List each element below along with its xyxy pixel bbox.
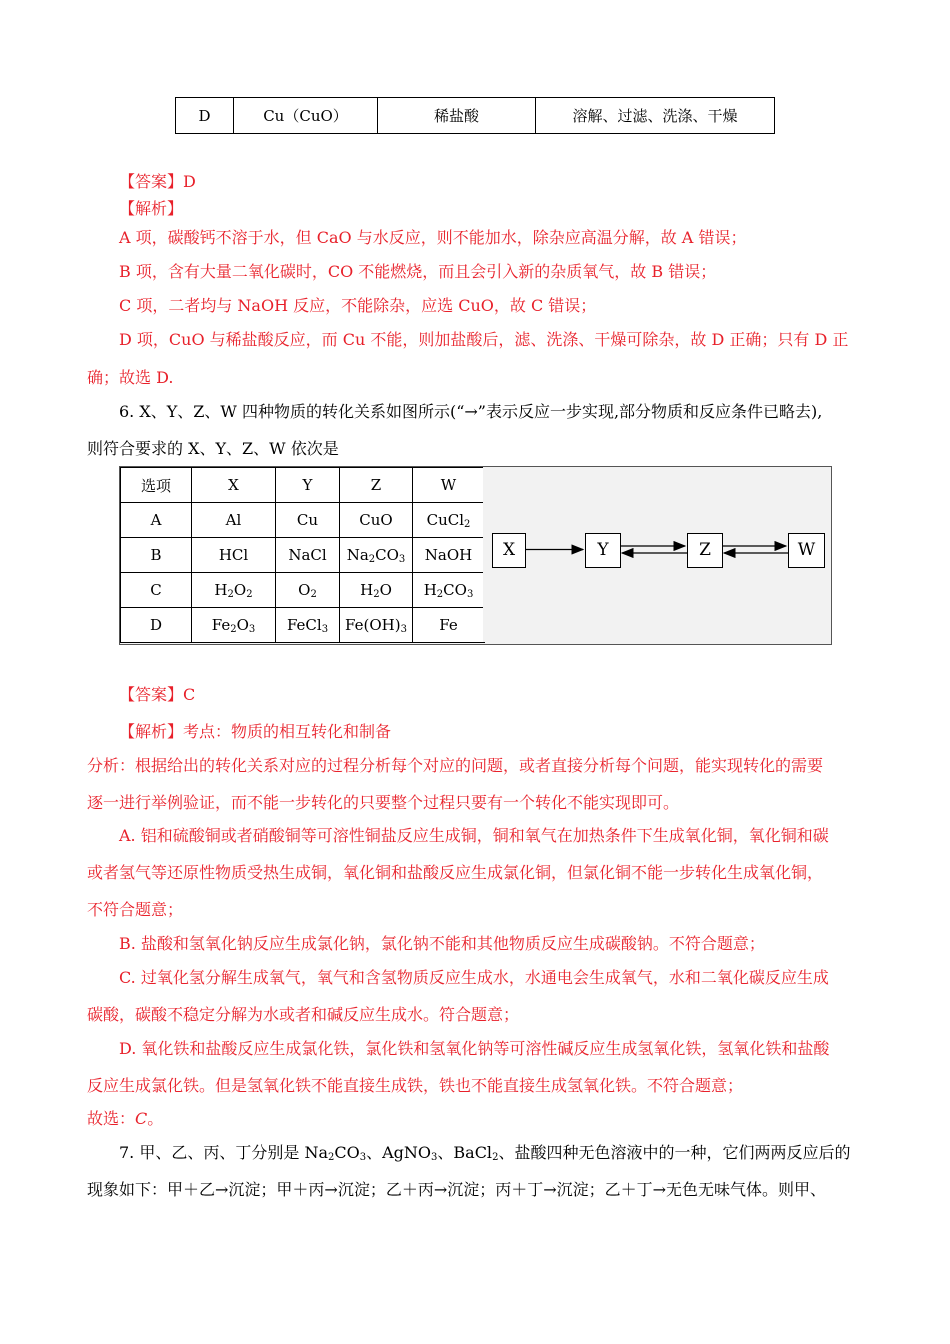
y-cell: FeCl$_3$ — [276, 608, 340, 643]
z-cell: $H_2O$ — [340, 573, 413, 608]
header-cell: Y — [276, 468, 340, 503]
q5-analysis-line: 确；故选 D. — [87, 368, 174, 387]
table-row — [121, 538, 485, 573]
q7-stem-line2: 现象如下：甲＋乙→沉淀；甲＋丙→沉淀；乙＋丙→沉淀；丙＋丁→沉淀；乙＋丁→无色无味气体。则甲、 — [87, 1180, 827, 1199]
diagram-arrows — [483, 467, 829, 642]
x-cell: Al — [192, 503, 276, 538]
q5-analysis-line: A 项，碳酸钙不溶于水，但 CaO 与水反应，则不能加水，除杂应高温分解，故 A 错误； — [119, 228, 747, 247]
w-cell: Fe — [413, 608, 485, 643]
options-table-continued — [175, 97, 775, 134]
table-row — [121, 573, 485, 608]
table-cell: D — [176, 98, 234, 134]
header-cell: W — [413, 468, 485, 503]
q6-analysis-line: 不符合题意； — [87, 900, 184, 919]
answer-label: 【答案】 — [119, 172, 184, 191]
w-cell: NaOH — [413, 538, 485, 573]
analysis-intro: 考点：物质的相互转化和制备 — [183, 722, 392, 741]
z-cell: $Na_2CO_3$ — [340, 538, 413, 573]
node-x-label: X — [502, 540, 516, 560]
node-w-label: W — [797, 540, 816, 560]
q5-answer — [119, 169, 196, 192]
answer-value: D — [183, 172, 196, 191]
table-cell: Cu（CuO） — [234, 98, 378, 134]
q6-stem: 则符合要求的 X、Y、Z、W 依次是 — [87, 439, 339, 458]
q7-stem-line1: 7. 甲、乙、丙、丁分别是 $Na_2CO_3$、AgNO$_3$、BaCl$_2$、盐酸四种无色溶液中的一种，它们两两反应后的 — [119, 1143, 851, 1163]
header-cell: 选项 — [121, 468, 192, 503]
q6-analysis-line: C. 过氧化氢分解生成氧气，氧气和含氢物质反应生成水，水通电会生成氧气，水和二氧化碳反应生成 — [119, 968, 829, 987]
q6-analysis-line: A. 铝和硫酸铜或者硝酸铜等可溶性铜盐反应生成铜，铜和氧气在加热条件下生成氧化铜，氧化铜和碳 — [119, 826, 829, 845]
answer-value: C — [183, 685, 196, 704]
q5-analysis-line: D 项，CuO 与稀盐酸反应，而 Cu 不能，则加盐酸后，滤、洗涤、干燥可除杂，故 D 正确；只有 D 正 — [119, 330, 849, 349]
q6-analysis-line: 碳酸，碳酸不稳定分解为水或者和碱反应生成水。符合题意； — [87, 1005, 520, 1024]
w-cell: $H_2CO_3$ — [413, 573, 485, 608]
table-row — [176, 98, 775, 134]
q6-conclusion: 故选：C。 — [87, 1109, 164, 1128]
q6-answer — [119, 682, 195, 705]
z-cell: CuO — [340, 503, 413, 538]
table-header-row — [121, 468, 485, 503]
q6-analysis-line: 分析：根据给出的转化关系对应的过程分析每个对应的问题，或者直接分析每个问题，能实现转化的需要 — [87, 756, 824, 775]
table-row — [121, 503, 485, 538]
table-cell: 溶解、过滤、洗涤、干燥 — [536, 98, 775, 134]
q6-analysis-line: B. 盐酸和氢氧化钠反应生成氯化钠，氯化钠不能和其他物质反应生成碳酸钠。不符合题意； — [119, 934, 765, 953]
q6-analysis-line: 或者氢气等还原性物质受热生成铜，氧化铜和盐酸反应生成氯化铜，但氯化铜不能一步转化生成氧化铜， — [87, 863, 824, 882]
q6-analysis-line: 反应生成氯化铁。但是氢氧化铁不能直接生成铁，铁也不能直接生成氢氧化铁。不符合题意； — [87, 1076, 744, 1095]
q6-analysis-line: D. 氧化铁和盐酸反应生成氯化铁，氯化铁和氢氧化钠等可溶性碱反应生成氢氧化铁，氢氧化铁和盐酸 — [119, 1039, 830, 1058]
option-cell: C — [121, 573, 192, 608]
x-cell: HCl — [192, 538, 276, 573]
y-cell: $O_2$ — [276, 573, 340, 608]
table-row — [121, 608, 485, 643]
q6-analysis-header — [119, 719, 391, 742]
q6-analysis-line: 逐一进行举例验证，而不能一步转化的只要整个过程只要有一个转化不能实现即可。 — [87, 793, 680, 812]
table-cell: 稀盐酸 — [378, 98, 536, 134]
w-cell: CuCl$_2$ — [413, 503, 485, 538]
z-cell: $Fe(OH)_3$ — [340, 608, 413, 643]
option-cell: D — [121, 608, 192, 643]
option-cell: B — [121, 538, 192, 573]
y-cell: NaCl — [276, 538, 340, 573]
q5-analysis-label: 【解析】 — [119, 199, 184, 218]
conclusion-answer: C — [135, 1109, 148, 1128]
answer-label: 【答案】 — [119, 685, 184, 704]
q6-options-table — [120, 467, 485, 643]
y-cell: Cu — [276, 503, 340, 538]
diagram-overlay — [483, 467, 829, 642]
q5-analysis-line: C 项，二者均与 NaOH 反应，不能除杂，应选 CuO，故 C 错误； — [119, 296, 597, 315]
x-cell: $H_2O_2$ — [192, 573, 276, 608]
analysis-label: 【解析】 — [119, 722, 184, 741]
node-y-label: Y — [597, 540, 609, 560]
option-cell: A — [121, 503, 192, 538]
q6-stem: 6. X、Y、Z、W 四种物质的转化关系如图所示(“→”表示反应一步实现,部分物质和反应条件已略去), — [119, 402, 823, 421]
header-cell: Z — [340, 468, 413, 503]
x-cell: $Fe_2O_3$ — [192, 608, 276, 643]
node-z-label: Z — [699, 540, 711, 560]
q5-analysis-line: B 项，含有大量二氧化碳时，CO 不能燃烧，而且会引入新的杂质氧气，故 B 错误； — [119, 262, 717, 281]
header-cell: X — [192, 468, 276, 503]
